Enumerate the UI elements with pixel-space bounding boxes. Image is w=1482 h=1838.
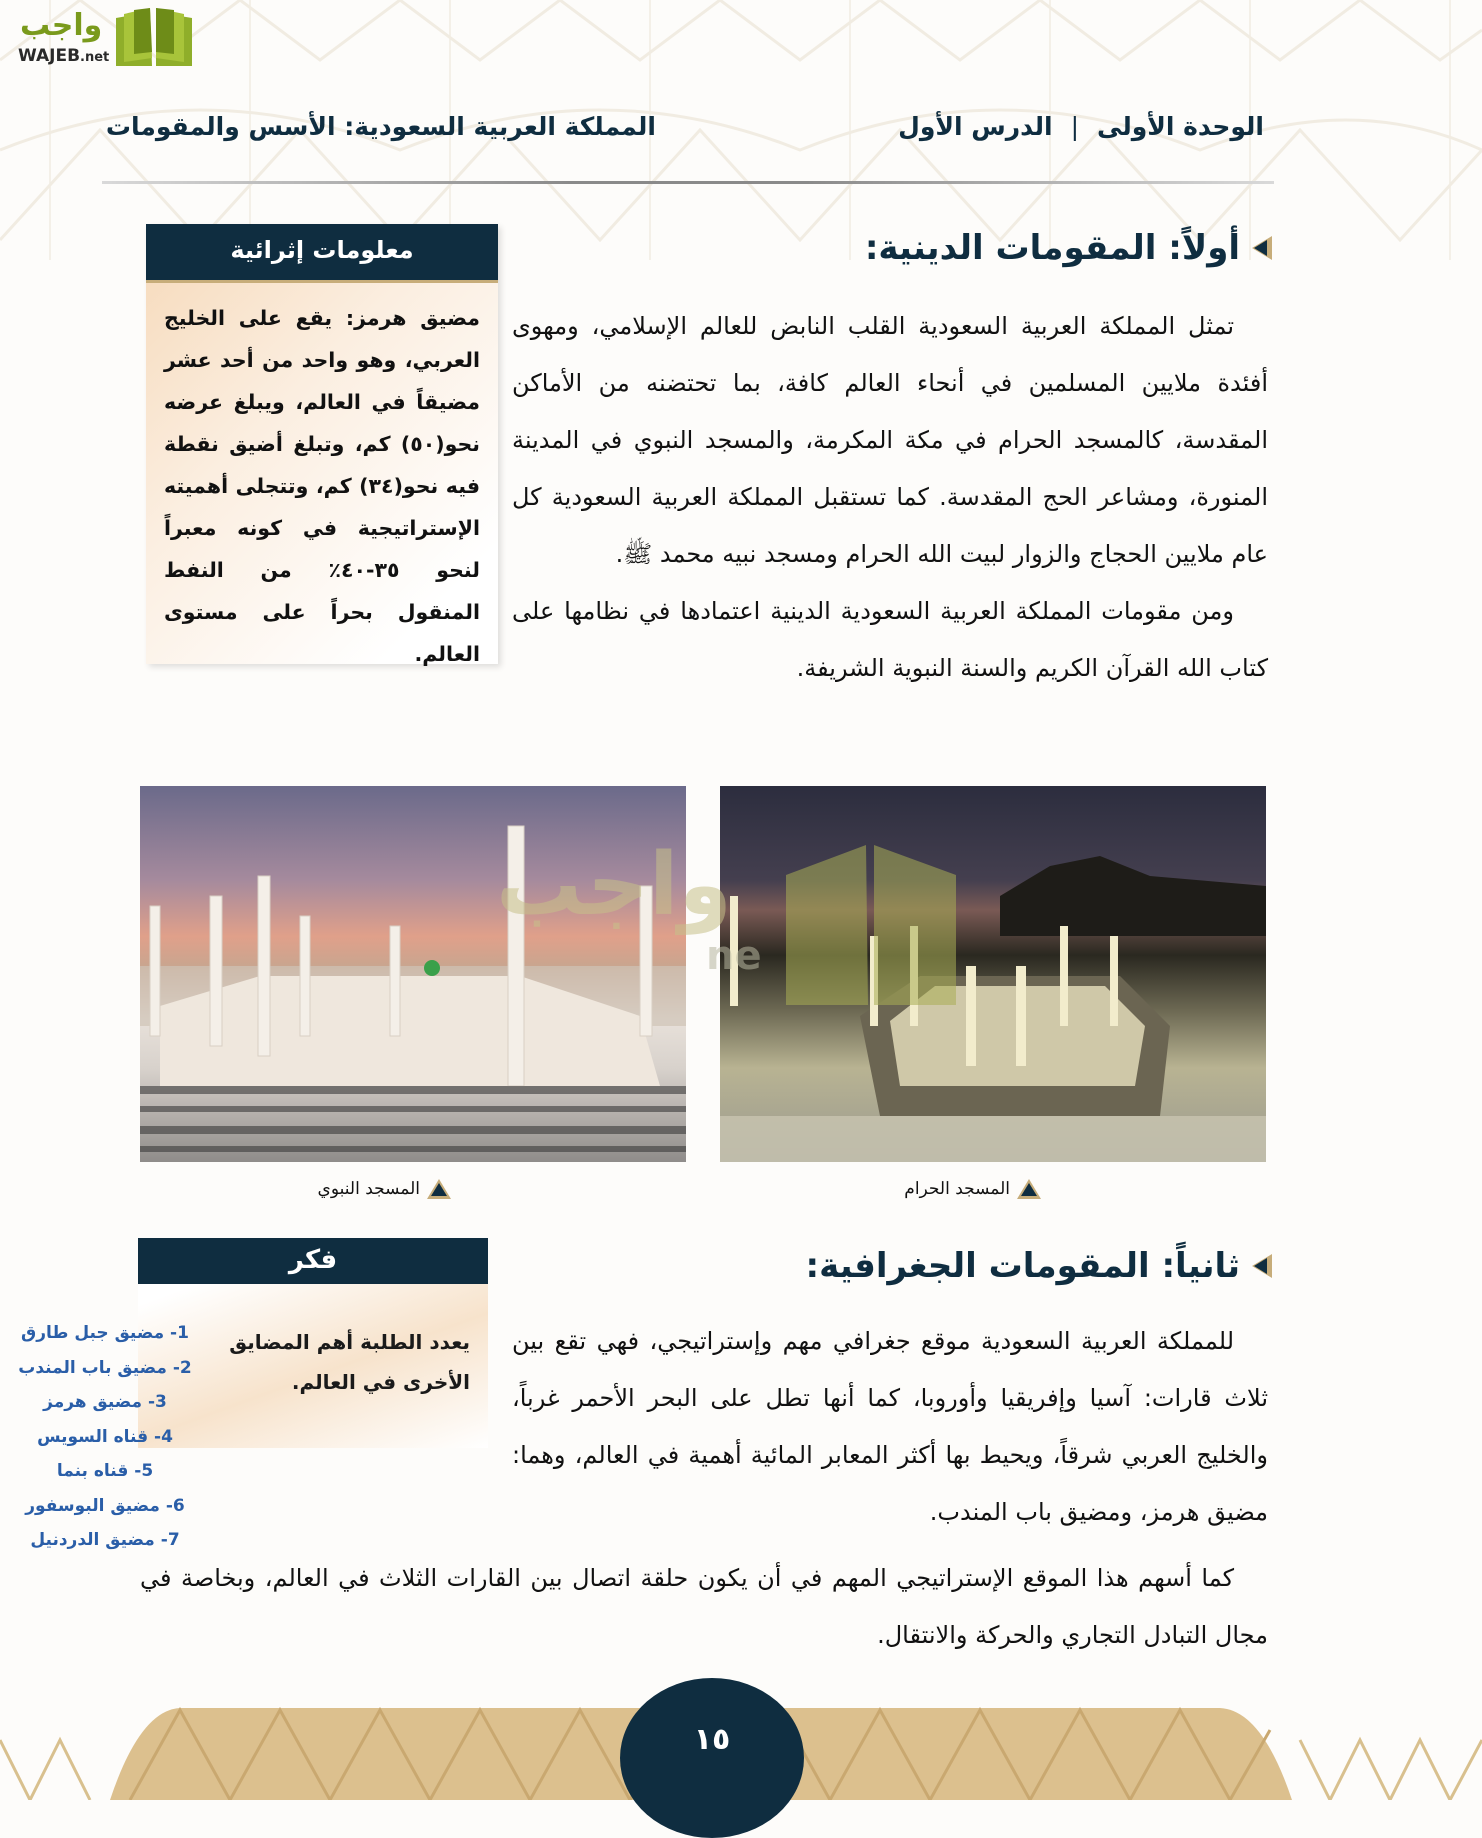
geographic-section-body-2	[140, 1550, 1268, 1664]
lesson-label: الدرس الأول	[898, 112, 1053, 141]
answer-item: 1- مضيق جبل طارق	[21, 1323, 189, 1343]
caption-text: المسجد النبوي	[317, 1179, 420, 1199]
section-heading-geographic	[806, 1246, 1274, 1286]
think-box-prompt: يعدد الطلبة أهم المضايق الأخرى في العالم.	[229, 1330, 470, 1394]
section-heading-text: أولاً: المقومات الدينية:	[864, 228, 1240, 268]
answer-item: 4- قناه السويس	[37, 1426, 173, 1447]
header-separator: |	[1070, 112, 1080, 141]
straits-answer-list	[12, 1316, 198, 1558]
geographic-section-body-1	[512, 1313, 1268, 1541]
watermark-book-icon	[786, 825, 956, 1005]
page-number-badge	[620, 1678, 804, 1838]
wajeb-watermark	[496, 815, 966, 1005]
page-title: المملكة العربية السعودية: الأسس والمقومات	[105, 112, 656, 141]
open-book-icon	[112, 8, 196, 68]
answer-item: 2- مضيق باب المندب	[18, 1357, 192, 1378]
page-number: ١٥	[693, 1722, 731, 1757]
paragraph: تمثل المملكة العربية السعودية القلب النابض للعالم الإسلامي، ومهوى أفئدة ملايين المسلمين في أنحاء العالم كافة، بما تحتضنه من الأماكن المقدسة، كالمسجد الحرام في مكة المكرمة، والمسجد النبوي في المدينة المنورة، ومشاعر الحج المقدسة. كما تستقبل المملكة العربية السعودية كل عام ملايين الحجاج والزوار لبيت الله الحرام ومسجد نبيه محمد ﷺ.	[512, 312, 1268, 568]
watermark-arabic: واجب	[496, 835, 732, 935]
think-box-title: فكر	[138, 1238, 488, 1284]
info-box-body: مضيق هرمز: يقع على الخليج العربي، وهو واحد من أحد عشر مضيقاً في العالم، ويبلغ عرضه نحو(٥٠) كم، وتبلغ أضيق نقطة فيه نحو(٣٤) كم، وتتجلى أهميته الإستراتيجية في كونه معبراً لنحو ٣٥-٤٠٪ من النفط المنقول بحراً على مستوى العالم.	[164, 306, 480, 666]
caption-masjid-nabawi	[318, 1178, 452, 1200]
unit-lesson-label	[898, 112, 1264, 141]
section-arrow-icon	[1250, 1252, 1274, 1280]
logo-latin-text: WAJEB.net	[18, 46, 110, 66]
paragraph: ومن مقومات المملكة العربية السعودية الدينية اعتمادها في نظامها على كتاب الله القرآن الكريم والسنة النبوية الشريفة.	[512, 597, 1268, 682]
section-heading-religious	[865, 228, 1274, 268]
logo-arabic-text: واجب	[20, 8, 103, 43]
section-heading-text: ثانياً: المقومات الجغرافية:	[805, 1246, 1240, 1286]
enrichment-info-box	[146, 224, 498, 664]
religious-section-body	[512, 298, 1268, 697]
caption-text: المسجد الحرام	[904, 1179, 1010, 1199]
caption-masjid-haram	[904, 1178, 1042, 1200]
answer-item: 7- مضيق الدردنيل	[30, 1530, 180, 1550]
answer-item: 6- مضيق البوسفور	[25, 1495, 185, 1516]
watermark-latin-fragment: ne	[706, 933, 762, 979]
info-box-title: معلومات إثرائية	[146, 224, 498, 283]
paragraph: كما أسهم هذا الموقع الإستراتيجي المهم في أن يكون حلقة اتصال بين القارات الثلاث في العالم، وبخاصة في مجال التبادل التجاري والحركة والانتقال.	[140, 1564, 1268, 1649]
caption-triangle-icon	[426, 1178, 452, 1200]
unit-label: الوحدة الأولى	[1097, 112, 1264, 141]
caption-triangle-icon	[1016, 1178, 1042, 1200]
header-divider	[102, 181, 1274, 184]
section-arrow-icon	[1250, 234, 1274, 262]
paragraph: للمملكة العربية السعودية موقع جغرافي مهم وإستراتيجي، فهي تقع بين ثلاث قارات: آسيا وإفريقيا وأوروبا، كما أنها تطل على البحر الأحمر غرباً، والخليج العربي شرقاً، ويحيط بها أكثر المعابر المائية أهمية في العالم، وهما: مضيق هرمز، ومضيق باب المندب.	[512, 1327, 1268, 1526]
wajeb-logo	[8, 6, 188, 70]
answer-item: 3- مضيق هرمز	[43, 1392, 167, 1412]
answer-item: 5- قناه بنما	[56, 1461, 154, 1481]
